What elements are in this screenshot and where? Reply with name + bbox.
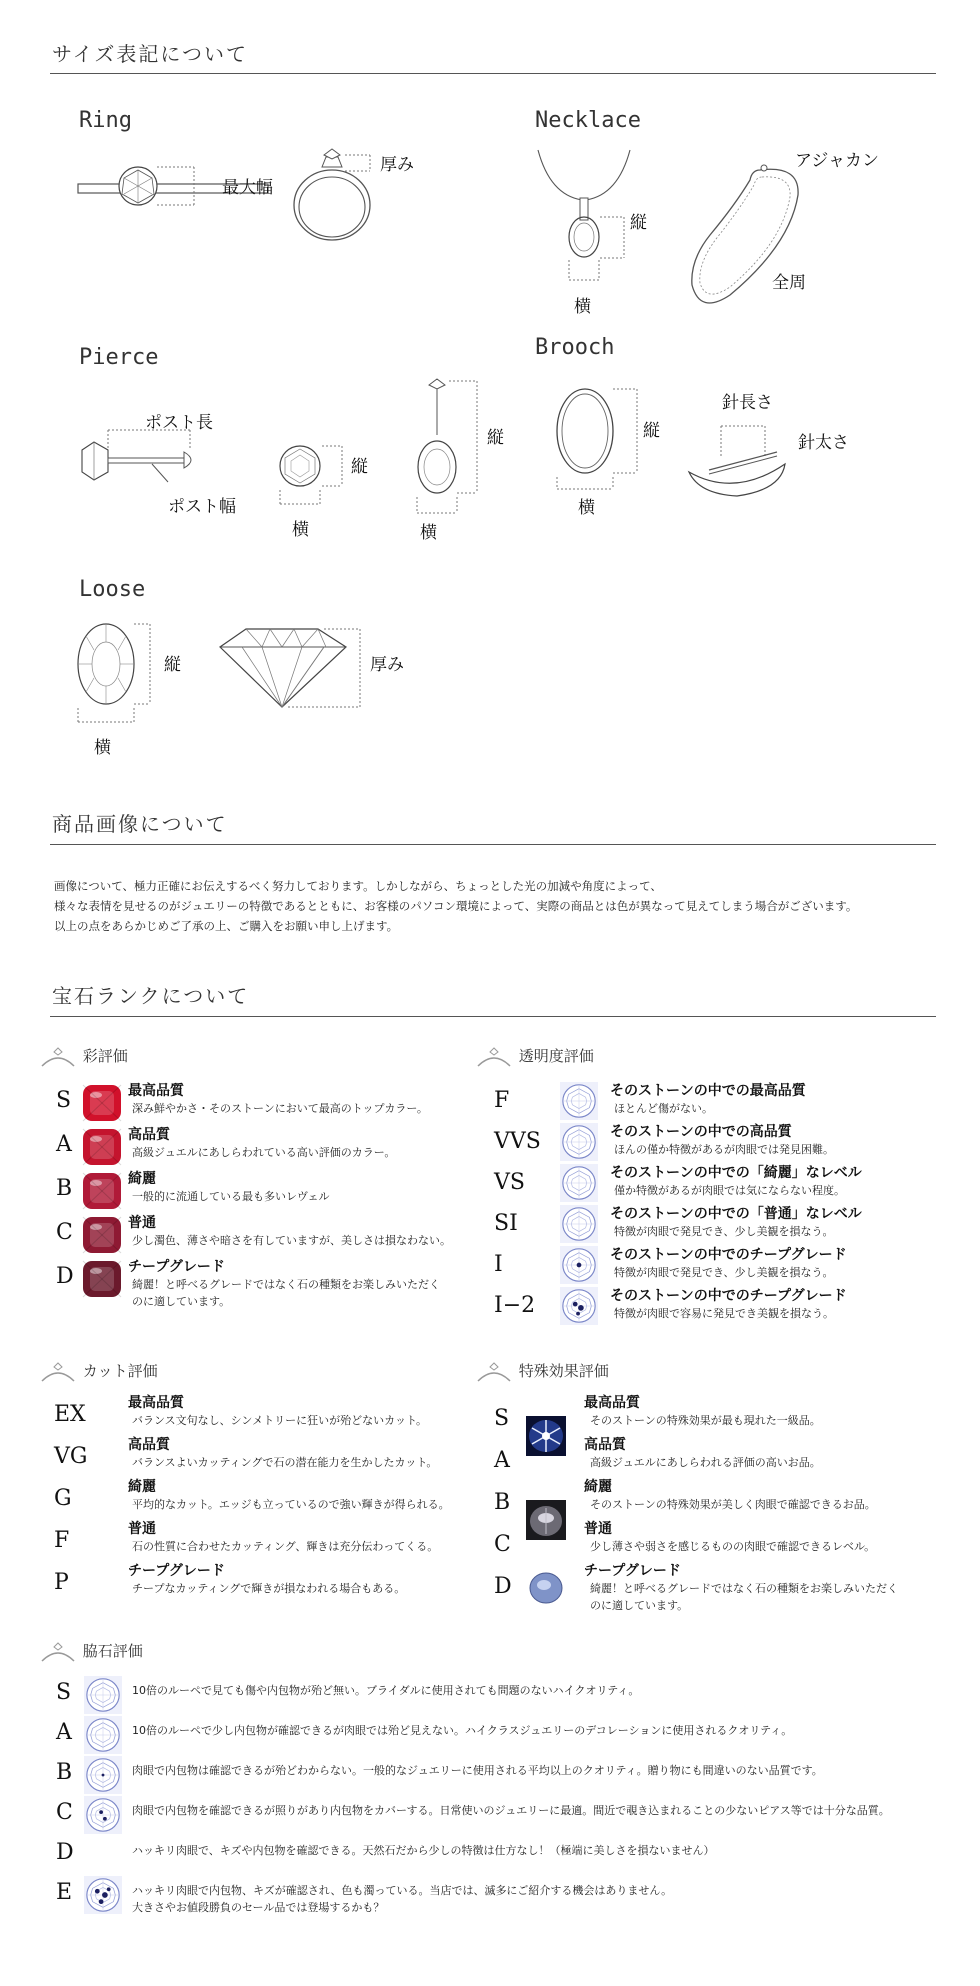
section-divider [50, 844, 936, 845]
side-grade-desc: ハッキリ肉眼で、キズや内包物を確認できる。天然石だから少しの特徴は仕方なし！（極端に美しさを損ないません） [132, 1844, 715, 1857]
cut-grade-letter: EX [54, 1402, 86, 1427]
effect-grade-title: 普通 [584, 1521, 612, 1537]
ruby-gem-icon [82, 1128, 122, 1166]
diamond-side-stone-icon [84, 1716, 122, 1754]
clarity-grade-title: そのストーンの中でのチープグレード [610, 1288, 847, 1304]
image-notice [54, 876, 857, 936]
clarity-grade-letter: I−2 [494, 1293, 536, 1318]
color-grade-letter: D [56, 1264, 74, 1289]
loose-horizontal-label: 横 [94, 738, 111, 758]
loose-top-diagram [72, 620, 172, 730]
cut-grade-title: 普通 [128, 1521, 156, 1537]
clarity-grade-letter: VVS [494, 1129, 541, 1154]
brooch-horizontal-label: 横 [578, 498, 595, 518]
clarity-grade-desc: ほとんど傷がない。 [614, 1102, 713, 1115]
necklace-circumference-label: 全周 [772, 273, 806, 293]
color-grade-title: 最高品質 [128, 1083, 184, 1099]
effect-grade-letter: D [494, 1574, 512, 1599]
diamond-side-stone-icon [84, 1876, 122, 1914]
loose-side-diagram [218, 625, 368, 715]
image-notice-line: 画像について、極力正確にお伝えするべく努力しております。しかしながら、ちょっとした光の加減や角度によって、 [54, 879, 662, 893]
side-grade-letter: D [56, 1840, 74, 1865]
effect-grade-title: 綺麗 [584, 1479, 612, 1495]
color-grade-title: チープグレード [128, 1259, 225, 1275]
cut-grade-heading-text: カット評価 [82, 1362, 158, 1380]
necklace-horizontal-label: 横 [574, 297, 591, 317]
side-grade-desc: ハッキリ肉眼で内包物、キズが確認され、色も濁っている。当店では、滅多にご紹介する機会はありません。 [132, 1884, 673, 1897]
clarity-grade-letter: VS [494, 1170, 525, 1195]
necklace-vertical-label: 縦 [630, 213, 647, 233]
side-grade-desc: 肉眼で内包物を確認できるが照りがあり内包物をカバーする。日常使いのジュエリーに最適。間近で覗き込まれることの少ないピアス等では十分な品質。 [132, 1804, 890, 1817]
pierce-label: Pierce [79, 345, 159, 370]
star-sapphire-icon [526, 1568, 566, 1608]
color-grade-heading [38, 1045, 128, 1068]
pierce-post-length-label: ポスト長 [145, 413, 213, 433]
color-grade-letter: A [56, 1132, 72, 1157]
color-grade-letter: S [56, 1088, 72, 1113]
section-title-image: 商品画像について [52, 812, 228, 836]
section-divider [50, 73, 936, 74]
pierce-post-width-label: ポスト幅 [168, 497, 236, 517]
ring-outline-icon [38, 1361, 78, 1383]
diamond-clarity-icon [560, 1205, 598, 1243]
diamond-clarity-icon [560, 1082, 598, 1120]
cut-grade-letter: G [54, 1486, 72, 1511]
color-grade-title: 高品質 [128, 1127, 170, 1143]
side-grade-desc: 10倍のルーペで見ても傷や内包物が殆ど無い。ブライダルに使用されても問題のないハイクオリティ。 [132, 1684, 640, 1697]
diamond-side-stone-icon [84, 1756, 122, 1794]
image-notice-line: 様々な表情を見せるのがジュエリーの特徴であるとともに、お客様のパソコン環境によって、実際の商品とは色が異なって見えてしまう場合がございます。 [54, 899, 858, 913]
effect-grade-desc: 少し薄さや弱さを感じるものの肉眼で確認できるレベル。 [590, 1540, 876, 1553]
side-grade-desc: 大きさやお値段勝負のセール品では登場するかも？ [132, 1901, 385, 1914]
cut-grade-letter: F [54, 1528, 70, 1553]
effect-grade-title: 高品質 [584, 1437, 626, 1453]
cut-grade-desc: チープなカッティングで輝きが損なわれる場合もある。 [132, 1582, 406, 1595]
necklace-adjuster-label: アジャカン [795, 151, 879, 171]
color-grade-desc: 綺麗！と呼べるグレードではなく石の種類をお楽しみいただく [132, 1278, 440, 1291]
pierce-stud-vertical-label: 縦 [351, 457, 368, 477]
effect-grade-desc: 綺麗！と呼べるグレードではなく石の種類をお楽しみいただく [590, 1582, 898, 1595]
cut-grade-title: チープグレード [128, 1563, 225, 1579]
cut-grade-title: 高品質 [128, 1437, 170, 1453]
effect-grade-heading [474, 1360, 609, 1383]
brooch-front-diagram [555, 385, 650, 495]
ring-label: Ring [79, 108, 132, 133]
loose-thickness-label: 厚み [370, 655, 404, 675]
clarity-grade-title: そのストーンの中での最高品質 [610, 1083, 806, 1099]
color-grade-desc: のに適しています。 [132, 1295, 231, 1308]
necklace-label: Necklace [535, 108, 641, 133]
side-grade-letter: S [56, 1680, 72, 1705]
cut-grade-desc: バランス文句なし、シンメトリーに狂いが殆どないカット。 [132, 1414, 427, 1427]
ring-outline-icon [474, 1361, 514, 1383]
star-sapphire-icon [526, 1500, 566, 1540]
color-grade-letter: C [56, 1220, 73, 1245]
cut-grade-heading [38, 1360, 158, 1383]
side-grade-letter: A [56, 1720, 72, 1745]
clarity-grade-desc: 僅か特徴があるが肉眼では気にならない程度。 [614, 1184, 845, 1197]
ruby-gem-icon [82, 1260, 122, 1298]
brooch-pin-diagram [685, 420, 795, 500]
effect-grade-heading-text: 特殊効果評価 [518, 1362, 609, 1380]
pierce-drop-diagram [405, 375, 485, 520]
effect-grade-title: 最高品質 [584, 1395, 640, 1411]
effect-grade-title: チープグレード [584, 1563, 681, 1579]
clarity-grade-title: そのストーンの中での「綺麗」なレベル [610, 1165, 862, 1181]
loose-label: Loose [79, 577, 146, 602]
color-grade-heading-text: 彩評価 [82, 1047, 128, 1065]
side-grade-letter: C [56, 1800, 73, 1825]
clarity-grade-letter: I [494, 1252, 503, 1277]
brooch-vertical-label: 縦 [643, 421, 660, 441]
section-divider [50, 1016, 936, 1017]
pierce-drop-vertical-label: 縦 [487, 428, 504, 448]
pierce-drop-horizontal-label: 横 [420, 523, 437, 543]
image-notice-line: 以上の点をあらかじめご了承の上、ご購入をお願い申し上げます。 [54, 919, 399, 933]
clarity-grade-title: そのストーンの中での高品質 [610, 1124, 792, 1140]
ruby-gem-icon [82, 1172, 122, 1210]
section-title-size: サイズ表記について [52, 42, 248, 66]
cut-grade-letter: VG [54, 1444, 88, 1469]
effect-grade-desc: のに適しています。 [590, 1599, 689, 1612]
effect-grade-letter: B [494, 1490, 511, 1515]
clarity-grade-heading [474, 1045, 594, 1068]
diamond-clarity-icon [560, 1246, 598, 1284]
clarity-grade-heading-text: 透明度評価 [518, 1047, 594, 1065]
cut-grade-title: 最高品質 [128, 1395, 184, 1411]
side-grade-desc: 肉眼で内包物は確認できるが殆どわからない。一般的なジュエリーに使用される平均以上のクオリティ。贈り物にも間違いのない品質です。 [132, 1764, 823, 1777]
ring-width-label: 最大幅 [222, 178, 273, 198]
effect-grade-desc: 高級ジュエルにあしらわれる評価の高いお品。 [590, 1456, 821, 1469]
side-grade-heading-text: 脇石評価 [82, 1642, 143, 1660]
clarity-grade-letter: F [494, 1088, 510, 1113]
ring-front-diagram [290, 145, 385, 245]
side-grade-letter: B [56, 1760, 73, 1785]
ring-thickness-label: 厚み [380, 155, 414, 175]
ruby-gem-icon [82, 1084, 122, 1122]
side-grade-desc: 10倍のルーペで少し内包物が確認できるが肉眼では殆ど見えない。ハイクラスジュエリーのデコレーションに使用されるクオリティ。 [132, 1724, 793, 1737]
cut-grade-title: 綺麗 [128, 1479, 156, 1495]
brooch-label: Brooch [535, 335, 615, 360]
pierce-stud-diagram [272, 440, 352, 512]
star-sapphire-icon [526, 1416, 566, 1456]
color-grade-title: 綺麗 [128, 1171, 156, 1187]
clarity-grade-desc: 特徴が肉眼で発見でき、少し美観を損なう。 [614, 1266, 834, 1279]
cut-grade-letter: P [54, 1570, 69, 1595]
ruby-gem-icon [82, 1216, 122, 1254]
clarity-grade-title: そのストーンの中でのチープグレード [610, 1247, 847, 1263]
ring-outline-icon [474, 1046, 514, 1068]
diamond-clarity-icon [560, 1164, 598, 1202]
brooch-pin-thickness-label: 針太さ [798, 433, 849, 453]
diamond-side-stone-icon [84, 1676, 122, 1714]
clarity-grade-desc: ほんの僅か特徴があるが肉眼では発見困難。 [614, 1143, 834, 1156]
effect-grade-letter: S [494, 1406, 510, 1431]
clarity-grade-desc: 特徴が肉眼で容易に発見でき美観を損なう。 [614, 1307, 834, 1320]
effect-grade-letter: C [494, 1532, 511, 1557]
diamond-clarity-icon [560, 1287, 598, 1325]
color-grade-desc: 一般的に流通している最も多いレヴェル [132, 1190, 330, 1203]
cut-grade-desc: バランスよいカッティングで石の潜在能力を生かしたカット。 [132, 1456, 438, 1469]
side-grade-letter: E [56, 1880, 73, 1905]
clarity-grade-letter: SI [494, 1211, 518, 1236]
cut-grade-desc: 平均的なカット。エッジも立っているので強い輝きが得られる。 [132, 1498, 450, 1511]
diamond-side-stone-icon [84, 1796, 122, 1834]
clarity-grade-desc: 特徴が肉眼で発見でき、少し美観を損なう。 [614, 1225, 834, 1238]
color-grade-desc: 高級ジュエルにあしらわれている高い評価のカラー。 [132, 1146, 396, 1159]
section-title-rank: 宝石ランクについて [52, 984, 250, 1008]
brooch-pin-length-label: 針長さ [722, 393, 773, 413]
loose-vertical-label: 縦 [164, 655, 181, 675]
pierce-stud-horizontal-label: 横 [292, 520, 309, 540]
clarity-grade-title: そのストーンの中での「普通」なレベル [610, 1206, 862, 1222]
ring-outline-icon [38, 1641, 78, 1663]
effect-grade-desc: そのストーンの特殊効果が美しく肉眼で確認できるお品。 [590, 1498, 876, 1511]
color-grade-title: 普通 [128, 1215, 156, 1231]
color-grade-desc: 少し濁色、薄さや暗さを有していますが、美しさは損なわない。 [132, 1234, 451, 1247]
effect-grade-letter: A [494, 1448, 510, 1473]
diamond-clarity-icon [560, 1123, 598, 1161]
color-grade-letter: B [56, 1176, 73, 1201]
cut-grade-desc: 石の性質に合わせたカッティング、輝きは充分伝わってくる。 [132, 1540, 439, 1553]
effect-grade-desc: そのストーンの特殊効果が最も現れた一級品。 [590, 1414, 821, 1427]
ring-outline-icon [38, 1046, 78, 1068]
color-grade-desc: 深み鮮やかさ・そのストーンにおいて最高のトップカラー。 [132, 1102, 428, 1115]
side-grade-heading [38, 1640, 143, 1663]
